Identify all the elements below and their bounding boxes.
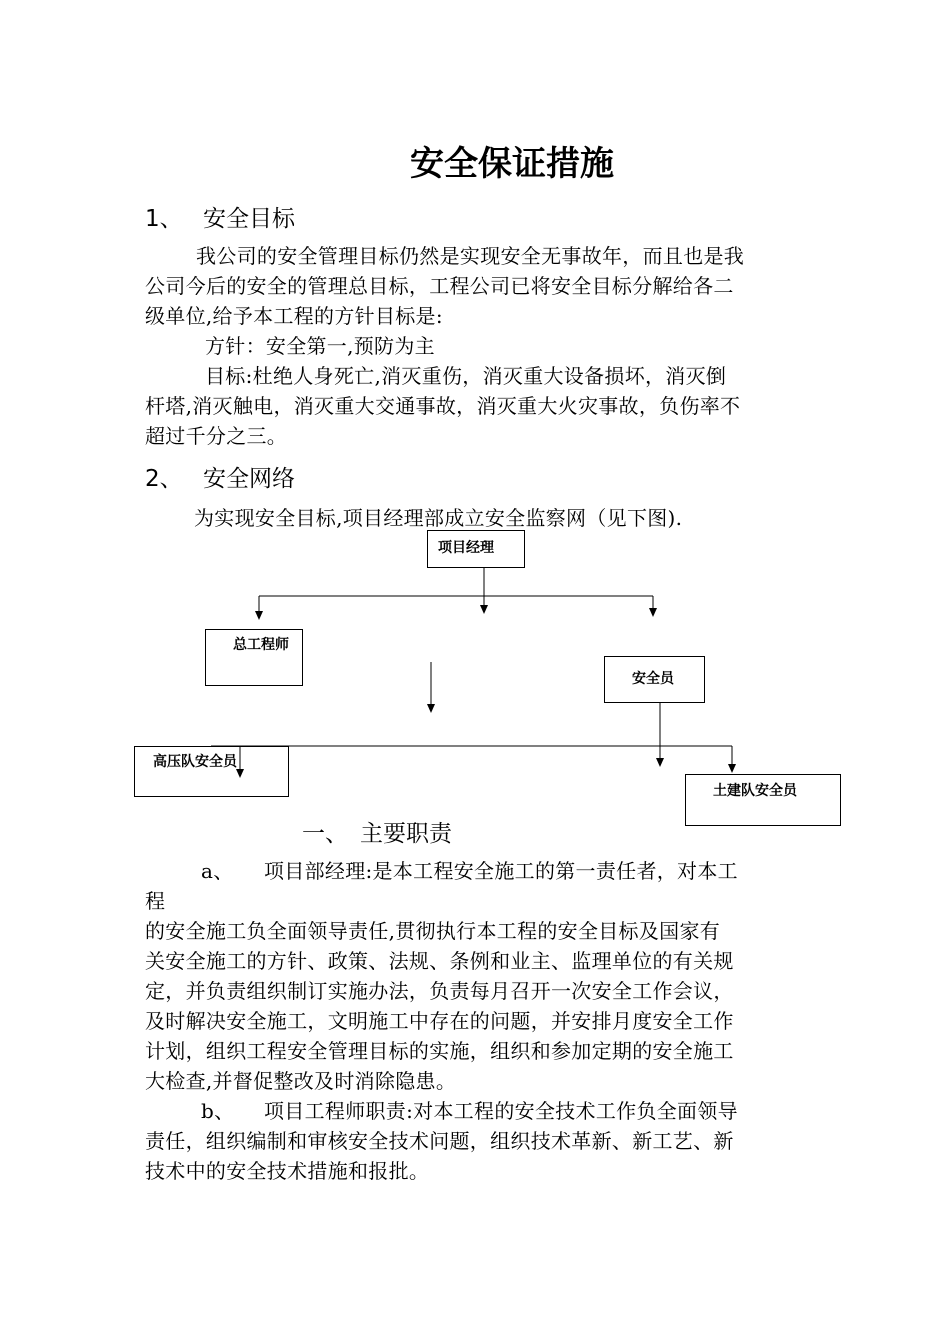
item-a-line-7: 计划，组织工程安全管理目标的实施，组织和参加定期的安全施工 <box>145 1039 734 1063</box>
arrow-head <box>656 758 664 767</box>
box-project-manager <box>427 530 525 568</box>
section-3-number: 一、 <box>302 821 348 847</box>
s1-line-7: 超过千分之三。 <box>145 424 288 448</box>
item-b-line-1: 项目工程师职责:对本工程的安全技术工作负全面领导 <box>264 1099 738 1123</box>
item-a-line-2: 程 <box>145 889 166 913</box>
section-3-title: 主要职责 <box>360 821 452 847</box>
arrow-head <box>649 608 657 617</box>
item-b-line-3: 技术中的安全技术措施和报批。 <box>145 1159 430 1183</box>
section-2-intro: 为实现安全目标,项目经理部成立安全监察网（见下图). <box>194 506 683 530</box>
arrow-head <box>427 704 435 713</box>
item-a-line-6: 及时解决安全施工，文明施工中存在的问题，并安排月度安全工作 <box>145 1009 734 1033</box>
item-a-line-3: 的安全施工负全面领导责任,贯彻执行本工程的安全目标及国家有 <box>145 919 721 943</box>
item-a-line-4: 关安全施工的方针、政策、法规、条例和业主、监理单位的有关规 <box>145 949 734 973</box>
box-chief-engineer <box>205 629 303 686</box>
section-1-title: 安全目标 <box>203 206 295 232</box>
s1-line-1: 我公司的安全管理目标仍然是实现安全无事故年，而且也是我 <box>196 244 745 268</box>
arrow-head <box>255 611 263 620</box>
item-a-label: a、 <box>201 859 234 883</box>
box-civil-team-safety-label: 土建队安全员 <box>713 783 797 799</box>
box-safety-officer-label: 安全员 <box>632 671 674 687</box>
s1-line-6: 杆塔,消灭触电，消灭重大交通事故，消灭重大火灾事故，负伤率不 <box>145 394 741 418</box>
box-hv-team-safety <box>134 746 289 797</box>
s1-line-policy: 方针：安全第一,预防为主 <box>205 334 435 358</box>
s1-line-3: 级单位,给予本工程的方针目标是: <box>145 304 443 328</box>
box-safety-officer <box>604 656 705 703</box>
arrow-head <box>728 764 736 773</box>
item-a-line-8: 大检查,并督促整改及时消除隐患。 <box>145 1069 457 1093</box>
s1-line-goal: 目标:杜绝人身死亡,消灭重伤，消灭重大设备损坏，消灭倒 <box>205 364 727 388</box>
section-1-number: 1、 <box>145 206 183 232</box>
arrow-head <box>480 605 488 614</box>
box-civil-team-safety <box>685 774 841 826</box>
item-a-line-5: 定，并负责组织制订实施办法，负责每月召开一次安全工作会议， <box>145 979 734 1003</box>
section-3-heading <box>302 815 452 848</box>
item-a-line-1: 项目部经理:是本工程安全施工的第一责任者，对本工 <box>264 859 738 883</box>
section-2-number: 2、 <box>145 466 183 492</box>
page-title: 安全保证措施 <box>410 144 614 184</box>
s1-line-2: 公司今后的安全的管理总目标，工程公司已将安全目标分解给各二 <box>145 274 734 298</box>
item-b-line-2: 责任，组织编制和审核安全技术问题，组织技术革新、新工艺、新 <box>145 1129 734 1153</box>
section-2-title: 安全网络 <box>203 466 295 492</box>
box-project-manager-label: 项目经理 <box>438 540 494 556</box>
item-b-label: b、 <box>201 1099 235 1123</box>
box-chief-engineer-label: 总工程师 <box>233 637 289 653</box>
box-hv-team-safety-label: 高压队安全员 <box>153 754 237 770</box>
